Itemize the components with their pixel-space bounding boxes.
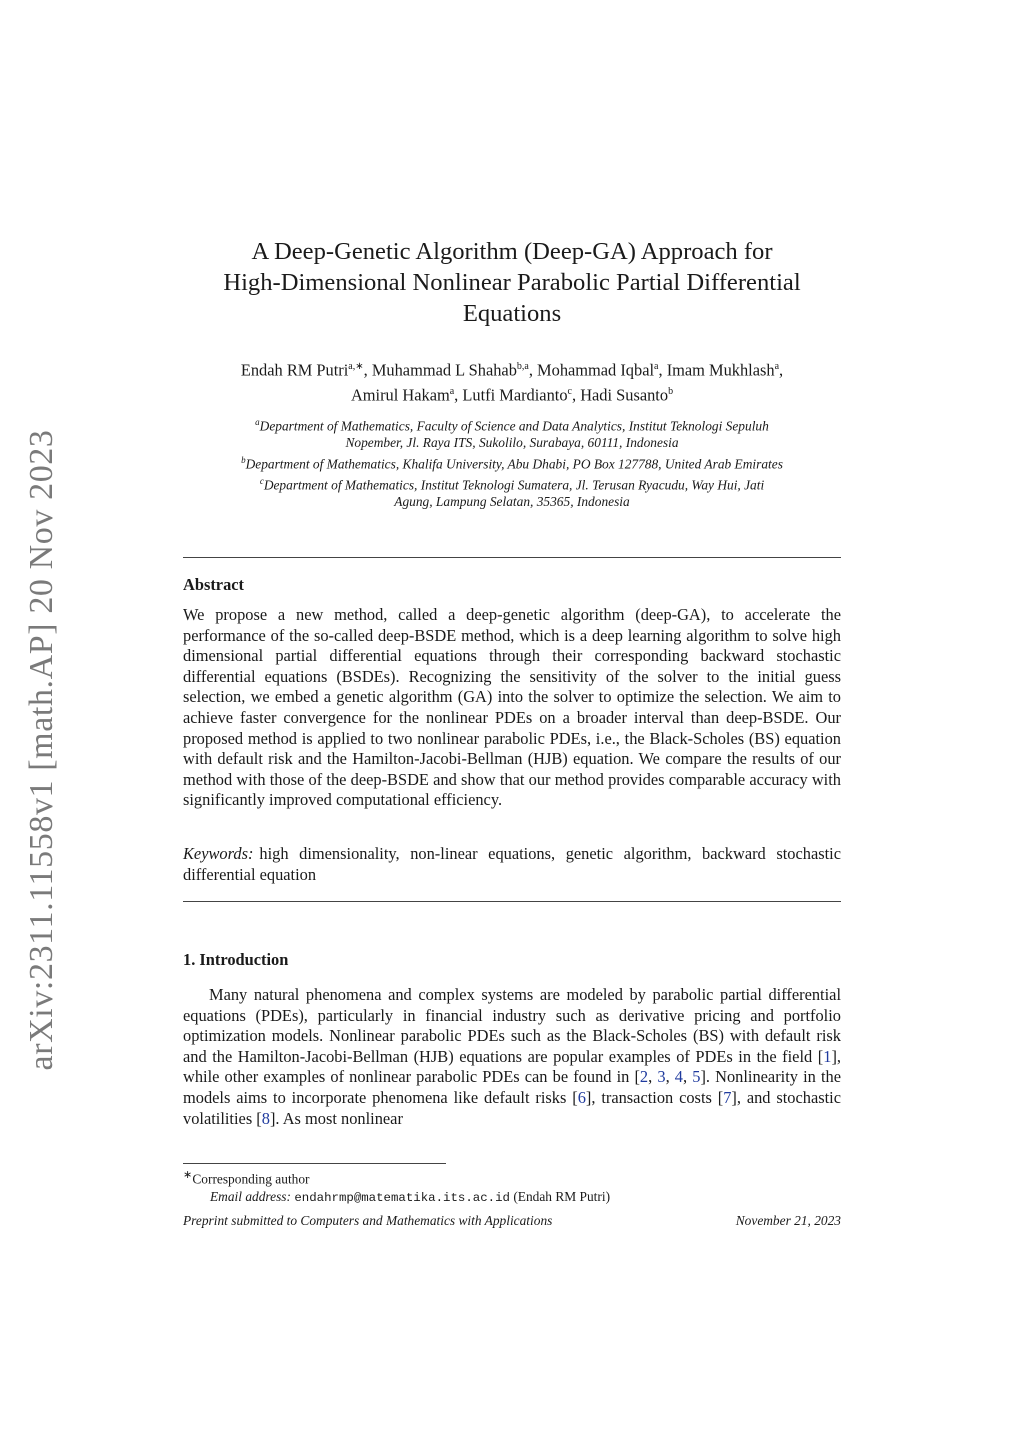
introduction-paragraph (183, 985, 841, 1129)
citation-link[interactable]: 2 (639, 1067, 649, 1087)
introduction-heading: 1. Introduction (183, 950, 289, 969)
abstract-bottom-rule (183, 901, 841, 902)
arxiv-side-stamp (16, 410, 68, 1090)
author-name: Imam Mukhlash (666, 360, 775, 380)
abstract-text: We propose a new method, called a deep-genetic algorithm (deep-GA), to accelerate the performance of the so-called deep-BSDE method, which is a deep learning algorithm to solve high dimensional partial differential equations through their corresponding backward stochastic differential equations (BSDEs). Recognizing the sensitivity of the solver to the initial guess selection, we embed a genetic algorithm (GA) into the solver to optimize the selection. We aim to achieve faster convergence for the nonlinear PDEs on a broader interval than deep-BSDE. Our proposed method is applied to two nonlinear parabolic PDEs, i.e., the Black-Scholes (BS) equation with default risk and the Hamilton-Jacobi-Bellman (HJB) equation. We compare the results of our method with those of the deep-BSDE and show that our method provides comparable accuracy with significantly improved computational efficiency. (183, 605, 841, 810)
author-name: Hadi Susanto (580, 385, 669, 405)
author-separator: , (363, 360, 372, 380)
intro-text: ], while other examples of nonlinear parabolic PDEs can be found in [ (183, 1046, 841, 1087)
email-line (183, 1188, 841, 1207)
title-line: Equations (462, 300, 562, 327)
title-line: A Deep-Genetic Algorithm (Deep-GA) Approach for (251, 238, 773, 265)
affiliation-text: Nopember, Jl. Raya ITS, Sukolilo, Surabaya, 60111, Indonesia (345, 435, 679, 451)
author-name: Amirul Hakam (350, 385, 450, 405)
author-separator: , (658, 360, 667, 380)
intro-text: , (648, 1067, 658, 1087)
intro-text: , (683, 1067, 693, 1087)
author-separator: , (528, 360, 538, 380)
preprint-footer (183, 1213, 841, 1229)
affiliation-a (150, 414, 874, 452)
author-affil-mark: a (774, 361, 780, 372)
corresponding-note (183, 1167, 841, 1188)
citation-link[interactable]: 1 (823, 1046, 832, 1066)
author-affil-mark: a (654, 361, 659, 372)
author-name: Muhammad L Shahab (371, 360, 517, 380)
author-name: Endah RM Putri (240, 360, 349, 380)
affiliation-mark: b (241, 454, 246, 465)
author-name: Lutfi Mardianto (462, 385, 568, 405)
citation-link[interactable]: 6 (577, 1087, 586, 1107)
keywords-label: Keywords: (183, 844, 254, 863)
citation-link[interactable]: 5 (692, 1067, 701, 1087)
affiliation-text: Department of Mathematics, Faculty of Science and Data Analytics, Institut Teknologi Sepuluh (259, 418, 769, 434)
title-line: High-Dimensional Nonlinear Parabolic Partial Differential (223, 269, 801, 296)
citation-link[interactable]: 7 (723, 1087, 732, 1107)
keywords (183, 844, 841, 885)
preprint-date: November 21, 2023 (735, 1213, 841, 1228)
affiliation-text: Department of Mathematics, Institut Teknologi Sumatera, Jl. Terusan Ryacudu, Way Hui, Jati (263, 477, 765, 493)
abstract-top-rule (183, 557, 841, 558)
citation-link[interactable]: 8 (261, 1108, 270, 1128)
citation-link[interactable]: 4 (674, 1067, 683, 1087)
affiliation-mark: a (255, 417, 260, 427)
paper-title (150, 236, 874, 329)
email-label: Email address: (210, 1188, 291, 1204)
email-address-link[interactable]: endahrmp@matematika.its.ac.id (294, 1190, 510, 1205)
preprint-journal: Preprint submitted to Computers and Mathematics with Applications (183, 1213, 553, 1228)
author-affil-mark: c (567, 386, 572, 398)
author-line-1 (150, 356, 874, 381)
arxiv-identifier: arXiv:2311.11558v1 [math.AP] 20 Nov 2023 (23, 429, 60, 1071)
footnote-rule (183, 1163, 446, 1164)
citation-link[interactable]: 3 (657, 1067, 666, 1087)
corresponding-text: Corresponding author (192, 1171, 310, 1187)
abstract-heading: Abstract (183, 575, 244, 594)
intro-text: ], transaction costs [ (585, 1087, 724, 1107)
author-affil-mark: b (668, 386, 674, 398)
affiliation-text: Department of Mathematics, Khalifa University, Abu Dhabi, PO Box 127788, United Arab Emirates (245, 456, 783, 472)
email-owner: (Endah RM Putri) (513, 1188, 611, 1204)
footnote-mark: ∗ (183, 1169, 193, 1181)
author-separator: , (779, 360, 784, 380)
intro-text: Many natural phenomena and complex systems are modeled by parabolic partial differential equations (PDEs), particularly in financial industry such as derivative pricing and portfolio optimization models. Nonlinear parabolic PDEs such as the Black-Scholes (BS) with default risk and the Hamilton-Jacobi-Bellman (HJB) equations are popular examples of PDEs in the field [ (183, 985, 841, 1066)
author-name: Mohammad Iqbal (537, 360, 655, 380)
intro-text: , (665, 1067, 675, 1087)
author-affil-mark: a,∗ (348, 361, 364, 372)
affiliations (150, 414, 874, 510)
keywords-text: high dimensionality, non-linear equations, genetic algorithm, backward stochastic differential equation (183, 844, 841, 884)
author-affil-mark: b,a (516, 361, 529, 372)
affiliation-text: Agung, Lampung Selatan, 35365, Indonesia (394, 493, 630, 509)
footnote (183, 1167, 841, 1207)
affiliation-b (150, 452, 874, 473)
author-line-2 (150, 381, 874, 406)
author-list (150, 356, 874, 407)
author-affil-mark: a (449, 386, 455, 398)
intro-text: ], and stochastic volatilities [ (183, 1087, 841, 1128)
author-separator: , (454, 385, 463, 405)
author-separator: , (571, 385, 581, 405)
intro-text: ]. As most nonlinear (269, 1108, 403, 1128)
affiliation-mark: c (259, 475, 264, 486)
intro-text: ]. Nonlinearity in the models aims to incorporate phenomena like default risks [ (183, 1067, 841, 1107)
affiliation-c (150, 473, 874, 511)
